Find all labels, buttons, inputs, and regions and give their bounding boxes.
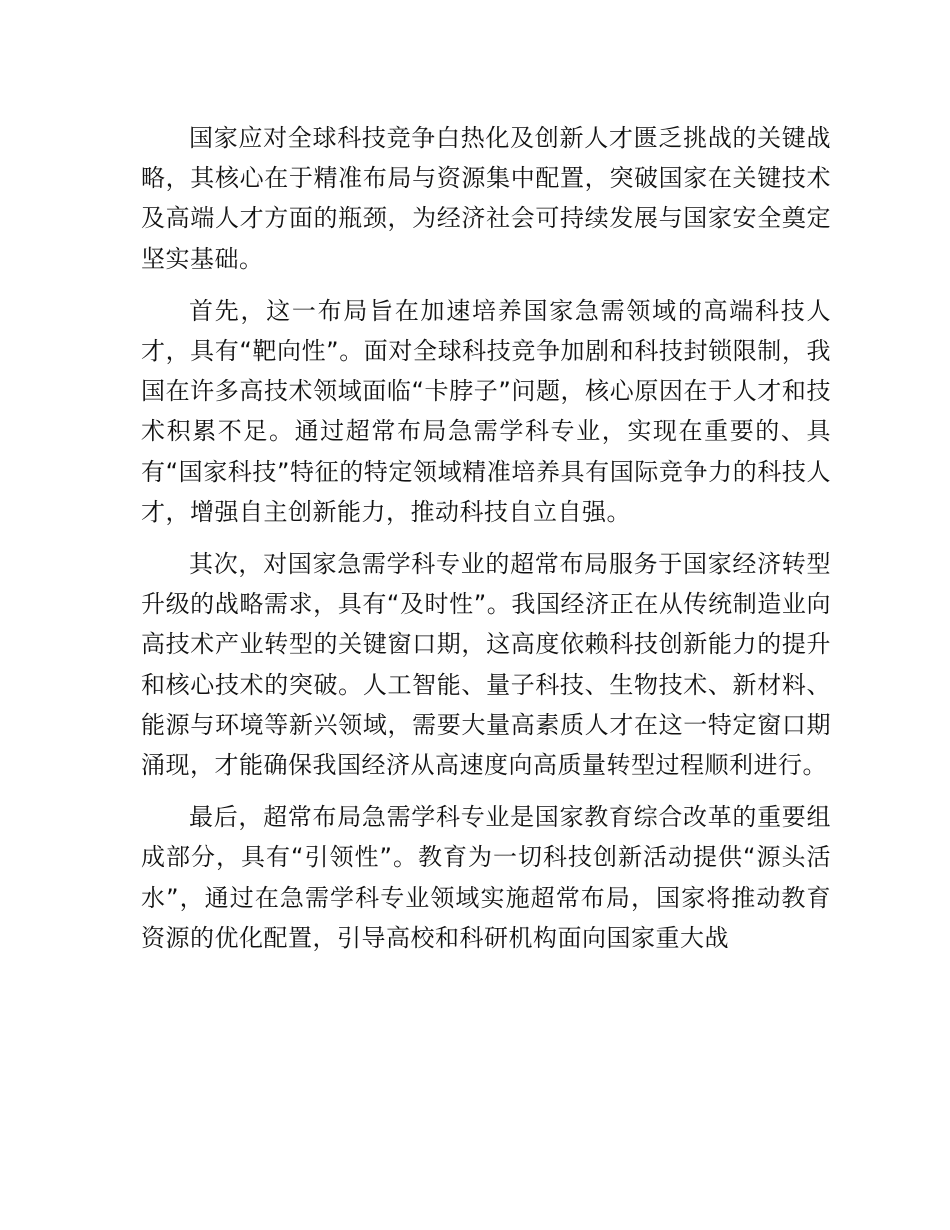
document-body bbox=[141, 118, 831, 970]
paragraph-intro: 国家应对全球科技竞争白热化及创新人才匮乏挑战的关键战略，其核心在于精准布局与资源集中配置，突破国家在关键技术及高端人才方面的瓶颈，为经济社会可持续发展与国家安全奠定坚实基础。 bbox=[141, 124, 831, 273]
paragraph-first: 首先，这一布局旨在加速培养国家急需领域的高端科技人才，具有“靶向性”。面对全球科技竞争加剧和科技封锁限制，我国在许多高技术领域面临“卡脖子”问题，核心原因在于人才和技术积累不足。通过超常布局急需学科专业，实现在重要的、具有“国家科技”特征的特定领域精准培养具有国际竞争力的科技人才，增强自主创新能力，推动科技自立自强。 bbox=[141, 296, 831, 526]
paragraph-last: 最后，超常布局急需学科专业是国家教育综合改革的重要组成部分，具有“引领性”。教育为一切科技创新活动提供“源头活水”，通过在急需学科专业领域实施超常布局，国家将推动教育资源的优化配置，引导高校和科研机构面向国家重大战 bbox=[141, 803, 831, 952]
paragraph-second: 其次，对国家急需学科专业的超常布局服务于国家经济转型升级的战略需求，具有“及时性”。我国经济正在从传统制造业向高技术产业转型的关键窗口期，这高度依赖科技创新能力的提升和核心技术的突破。人工智能、量子科技、生物技术、新材料、能源与环境等新兴领域，需要大量高素质人才在这一特定窗口期涌现，才能确保我国经济从高速度向高质量转型过程顺利进行。 bbox=[141, 550, 831, 780]
